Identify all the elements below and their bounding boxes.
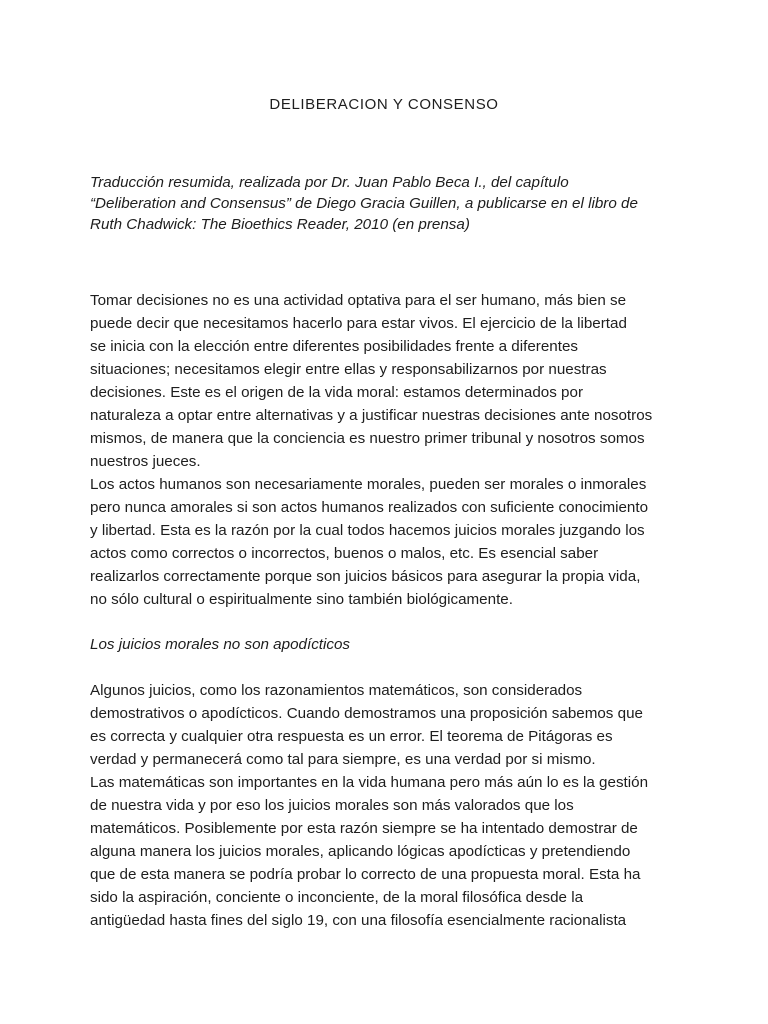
text-line: Algunos juicios, como los razonamientos matemáticos, son considerados bbox=[90, 682, 583, 699]
text-line: se inicia con la elección entre diferentes posibilidades frente a diferentes bbox=[90, 338, 578, 355]
text-line: Las matemáticas son importantes en la vida humana pero más aún lo es la gestión bbox=[90, 774, 649, 791]
text-line: naturaleza a optar entre alternativas y a justificar nuestras decisiones ante nosotros bbox=[90, 407, 653, 424]
text-line: Los actos humanos son necesariamente morales, pueden ser morales o inmorales bbox=[90, 476, 647, 493]
section-heading: Los juicios morales no son apodícticos bbox=[90, 636, 351, 653]
text-line: matemáticos. Posiblemente por esta razón siempre se ha intentado demostrar de bbox=[90, 820, 638, 837]
text-line: realizarlos correctamente porque son juicios básicos para asegurar la propia vida, bbox=[90, 568, 641, 585]
translation-credit bbox=[90, 172, 702, 235]
text-line: pero nunca amorales si son actos humanos realizados con suficiente conocimiento bbox=[90, 499, 649, 516]
text-line: decisiones. Este es el origen de la vida moral: estamos determinados por bbox=[90, 384, 584, 401]
text-line: que de esta manera se podría probar lo correcto de una propuesta moral. Esta ha bbox=[90, 866, 641, 883]
document-title: DELIBERACION Y CONSENSO bbox=[269, 96, 499, 113]
text-line: mismos, de manera que la conciencia es nuestro primer tribunal y nosotros somos bbox=[90, 430, 645, 447]
text-line: demostrativos o apodícticos. Cuando demostramos una proposición sabemos que bbox=[90, 705, 643, 722]
text-line: actos como correctos o incorrectos, buenos o malos, etc. Es esencial saber bbox=[90, 545, 599, 562]
text-line: nuestros jueces. bbox=[90, 453, 201, 470]
body-paragraph-2 bbox=[90, 679, 702, 932]
text-line: es correcta y cualquier otra respuesta es un error. El teorema de Pitágoras es bbox=[90, 728, 613, 745]
text-line: alguna manera los juicios morales, aplicando lógicas apodícticas y pretendiendo bbox=[90, 843, 631, 860]
text-line: puede decir que necesitamos hacerlo para estar vivos. El ejercicio de la libertad bbox=[90, 315, 627, 332]
text-line: situaciones; necesitamos elegir entre ellas y responsabilizarnos por nuestras bbox=[90, 361, 607, 378]
text-line: y libertad. Esta es la razón por la cual todos hacemos juicios morales juzgando los bbox=[90, 522, 645, 539]
body-paragraph-1 bbox=[90, 289, 702, 611]
text-line: de nuestra vida y por eso los juicios morales son más valorados que los bbox=[90, 797, 574, 814]
text-line: verdad y permanecerá como tal para siempre, es una verdad por si mismo. bbox=[90, 751, 596, 768]
text-line: antigüedad hasta fines del siglo 19, con una filosofía esencialmente racionalista bbox=[90, 912, 627, 929]
credit-line: Traducción resumida, realizada por Dr. Juan Pablo Beca I., del capítulo bbox=[90, 174, 569, 191]
text-line: Tomar decisiones no es una actividad optativa para el ser humano, más bien se bbox=[90, 292, 627, 309]
text-line: sido la aspiración, conciente o inconciente, de la moral filosófica desde la bbox=[90, 889, 584, 906]
credit-line: “Deliberation and Consensus” de Diego Gracia Guillen, a publicarse en el libro de bbox=[90, 195, 638, 212]
credit-line: Ruth Chadwick: The Bioethics Reader, 2010 (en prensa) bbox=[90, 216, 470, 233]
text-line: no sólo cultural o espiritualmente sino también biológicamente. bbox=[90, 591, 513, 608]
